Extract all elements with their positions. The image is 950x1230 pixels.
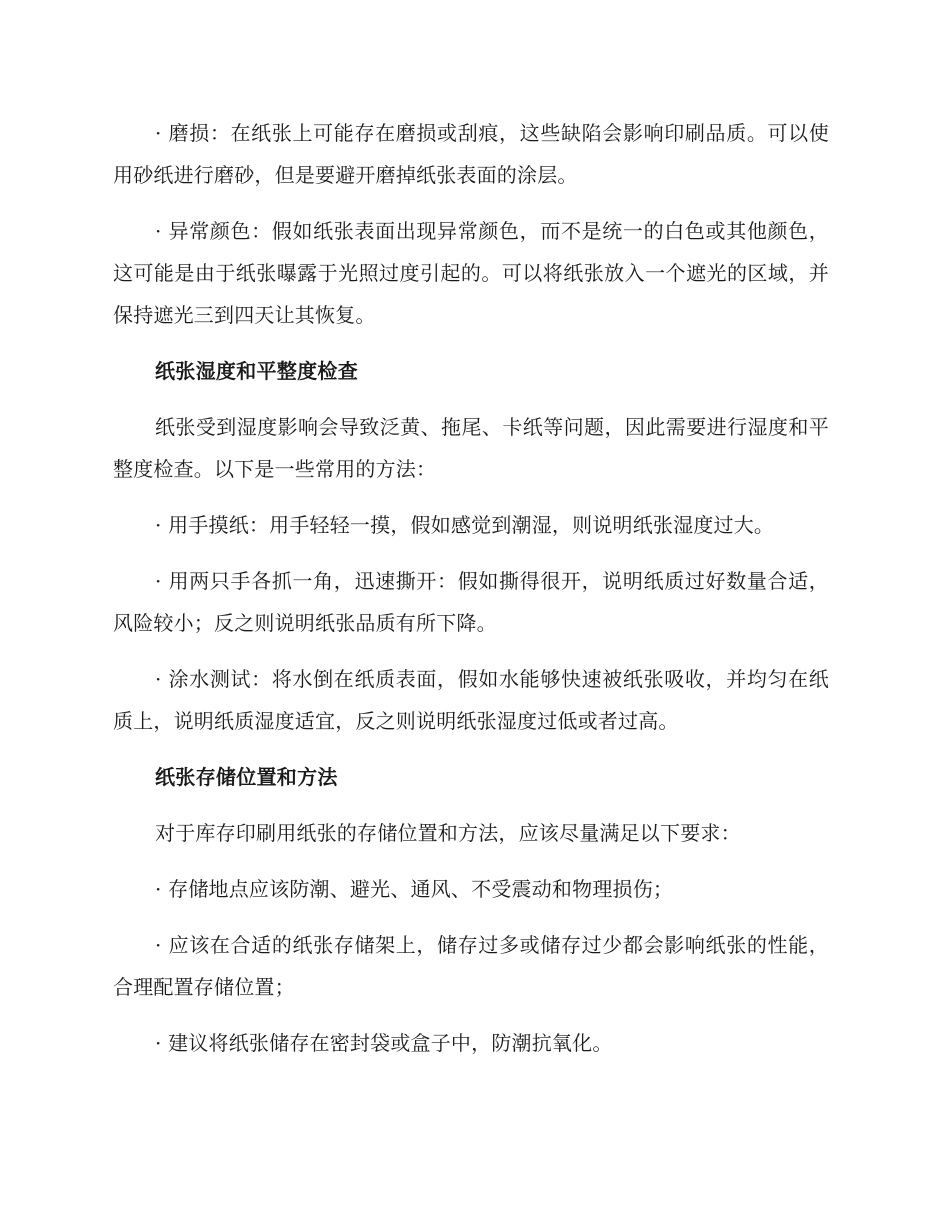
bullet-sealed-bag: · 建议将纸张储存在密封袋或盒子中，防潮抗氧化。 [155, 1031, 613, 1055]
document-body [113, 112, 829, 1078]
body-humidity-intro: 纸张受到湿度影响会导致泛黄、拖尾、卡纸等问题，因此需要进行湿度和平整度检查。以下是一些常用的方法： [113, 415, 829, 481]
bullet-storage-location: · 存储地点应该防潮、避光、通风、不受震动和物理损伤； [155, 877, 674, 901]
bullet-water-test: · 涂水测试：将水倒在纸质表面，假如水能够快速被纸张吸收，并均匀在纸质上，说明纸质湿度适宜，反之则说明纸张湿度过低或者过高。 [113, 667, 829, 733]
bullet-abrasion: · 磨损：在纸张上可能存在磨损或刮痕，这些缺陷会影响印刷品质。可以使用砂纸进行磨砂，但是要避开磨掉纸张表面的涂层。 [113, 121, 829, 187]
section-heading-storage: 纸张存储位置和方法 [155, 765, 338, 789]
bullet-storage-rack: · 应该在合适的纸张存储架上，储存过多或储存过少都会影响纸张的性能，合理配置存储位置； [113, 933, 829, 999]
bullet-abnormal-color: · 异常颜色：假如纸张表面出现异常颜色，而不是统一的白色或其他颜色，这可能是由于纸张曝露于光照过度引起的。可以将纸张放入一个遮光的区域，并保持遮光三到四天让其恢复。 [113, 219, 829, 327]
bullet-tear-test: · 用两只手各抓一角，迅速撕开：假如撕得很开，说明纸质过好数量合适，风险较小；反之则说明纸张品质有所下降。 [113, 569, 829, 635]
section-heading-humidity: 纸张湿度和平整度检查 [155, 359, 358, 383]
body-storage-intro: 对于库存印刷用纸张的存储位置和方法，应该尽量满足以下要求： [155, 821, 741, 845]
bullet-touch-paper: · 用手摸纸：用手轻轻一摸，假如感觉到潮湿，则说明纸张湿度过大。 [155, 513, 775, 537]
